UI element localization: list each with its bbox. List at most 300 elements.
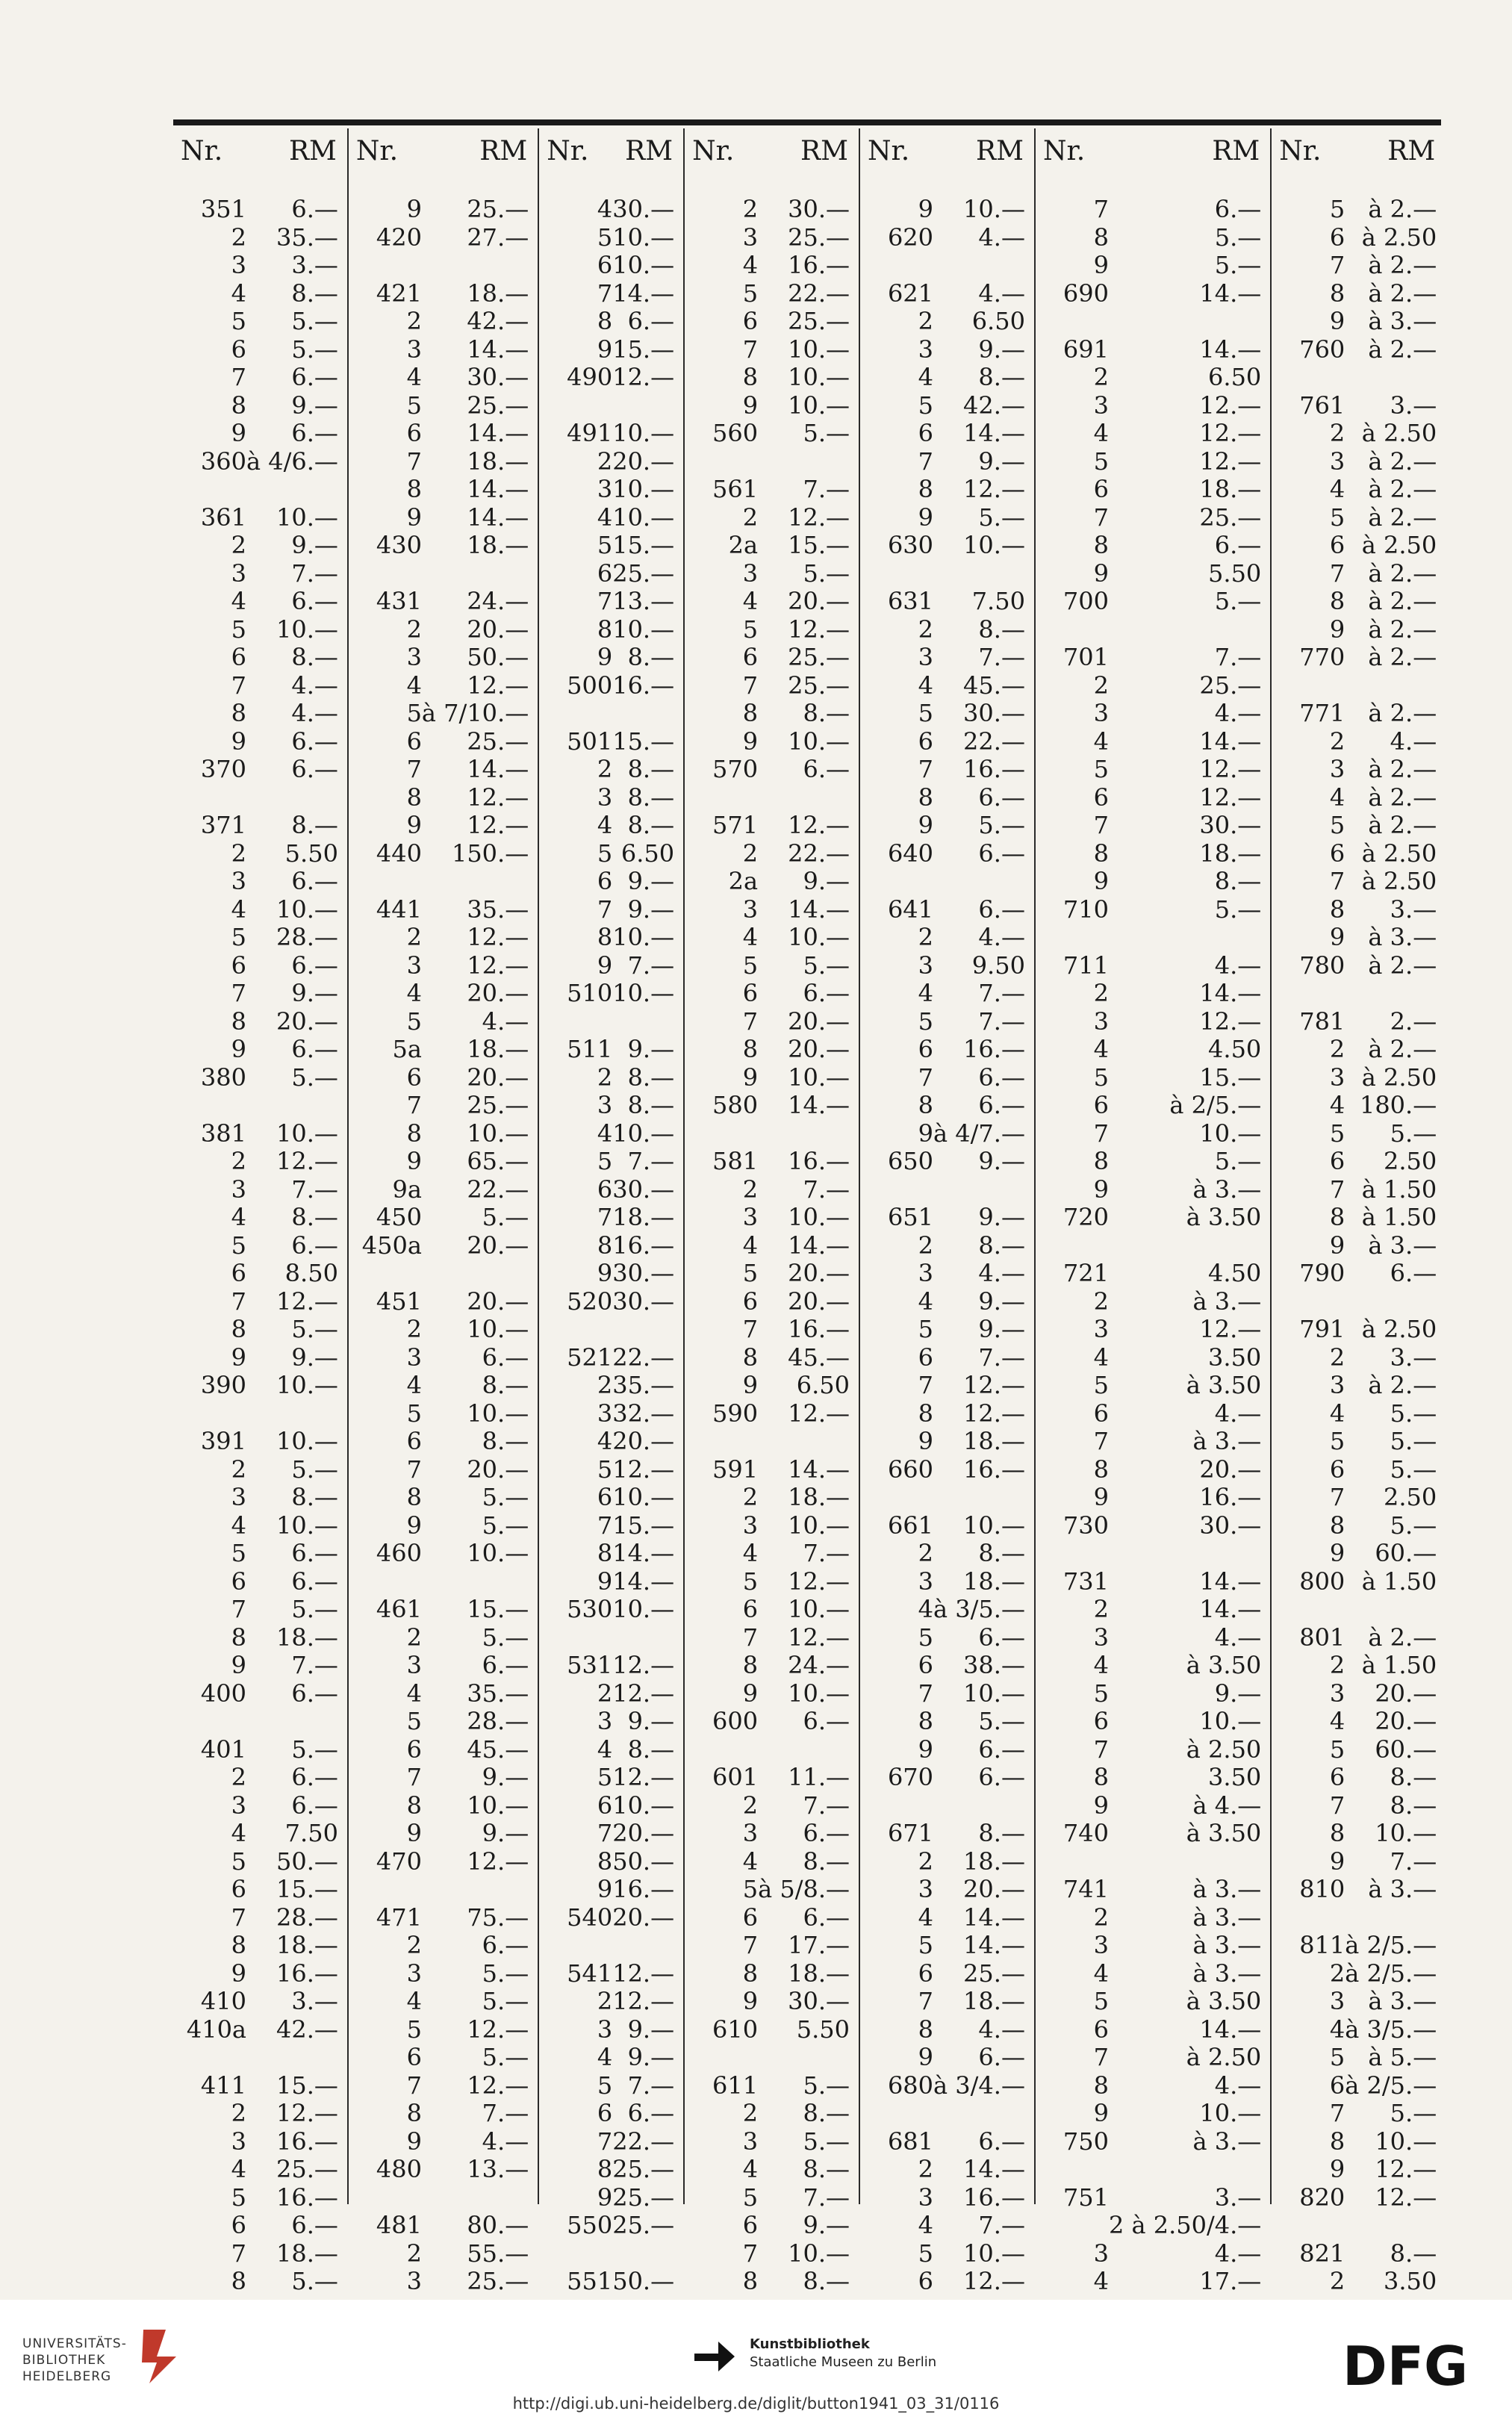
table-row xyxy=(173,1764,347,1792)
item-price: 80.— xyxy=(467,2211,529,2239)
item-number: 8 xyxy=(597,307,613,335)
table-row xyxy=(860,1904,1034,1932)
table-row xyxy=(539,728,683,756)
item-number: 3 xyxy=(918,335,934,364)
item-price: 50.— xyxy=(612,1847,675,1876)
item-price: 6.— xyxy=(803,1707,850,1735)
table-row xyxy=(349,1848,538,1876)
table-row xyxy=(685,1344,859,1372)
item-price: 8.— xyxy=(291,279,338,308)
item-number: 5 xyxy=(1093,1371,1109,1399)
item-price: 6.— xyxy=(482,1343,529,1372)
table-row xyxy=(685,224,859,252)
item-price xyxy=(246,2044,338,2072)
item-number: 5 xyxy=(742,2183,759,2212)
item-price: 25.— xyxy=(467,1091,529,1119)
item-price: 18.— xyxy=(788,1483,850,1511)
table-row xyxy=(860,224,1034,252)
item-number: 6 xyxy=(597,2099,613,2127)
item-price: 14.— xyxy=(788,1231,850,1260)
item-price xyxy=(612,392,674,420)
item-number: 6 xyxy=(742,307,759,335)
table-row xyxy=(173,2072,347,2100)
table-row xyxy=(173,1428,347,1456)
item-price: 10.— xyxy=(788,363,850,391)
table-row xyxy=(860,1400,1034,1428)
table-row xyxy=(173,1204,347,1232)
item-price: 3.— xyxy=(291,251,338,279)
item-price: 6.— xyxy=(291,1231,338,1260)
item-number: 9 xyxy=(406,811,422,839)
item-price: 150.— xyxy=(451,839,529,868)
item-price: 10.— xyxy=(788,1595,850,1623)
item-price: 12.— xyxy=(467,783,529,812)
item-number: 571 xyxy=(712,811,759,839)
table-row xyxy=(1272,1848,1446,1876)
item-number: 9 xyxy=(742,1987,759,2015)
table-row xyxy=(1272,1960,1446,1988)
item-price: 14.— xyxy=(612,1567,675,1596)
table-row xyxy=(860,2240,1034,2268)
item-price: 7.— xyxy=(291,1175,338,1204)
item-price: 6.— xyxy=(291,587,338,615)
table-row xyxy=(860,1820,1034,1848)
item-number: 2 xyxy=(918,2155,934,2183)
table-row xyxy=(349,784,538,812)
item-price xyxy=(1345,2212,1437,2240)
item-price: à 2.— xyxy=(1368,1371,1437,1399)
table-row xyxy=(1036,1512,1270,1540)
item-number: 641 xyxy=(887,895,934,924)
item-number: 4 xyxy=(1093,727,1109,756)
item-number: 4 xyxy=(742,1231,759,1260)
item-number: 5 xyxy=(918,391,934,420)
table-row xyxy=(860,784,1034,812)
item-number: 5 xyxy=(406,1707,422,1735)
table-row xyxy=(349,1064,538,1092)
item-number: 2 xyxy=(742,195,759,223)
item-number: 7 xyxy=(231,363,246,391)
item-price: 4.— xyxy=(978,279,1025,308)
table-row xyxy=(1036,1204,1270,1232)
table-row xyxy=(860,1568,1034,1596)
item-price: à 3.— xyxy=(1368,1875,1437,1903)
table-row xyxy=(685,1456,859,1484)
item-number: 3 xyxy=(918,1875,934,1903)
item-price xyxy=(758,1120,850,1148)
item-price: 5.— xyxy=(1214,1147,1262,1175)
item-price: à 2.— xyxy=(1368,643,1437,671)
table-row xyxy=(685,756,859,784)
item-number: 711 xyxy=(1063,951,1109,980)
table-row xyxy=(685,616,859,644)
item-number: 3 xyxy=(742,895,759,924)
item-price: 6.— xyxy=(978,895,1025,924)
table-row xyxy=(539,980,683,1008)
table-row xyxy=(539,2072,683,2100)
item-price xyxy=(1345,364,1437,392)
item-number xyxy=(544,1932,612,1960)
table-row xyxy=(173,812,347,840)
item-number: 9 xyxy=(1329,923,1345,951)
item-number: 401 xyxy=(200,1735,246,1764)
item-price xyxy=(612,2240,674,2268)
item-number: 3 xyxy=(918,2183,934,2212)
item-price: 18.— xyxy=(467,447,529,476)
item-number: 751 xyxy=(1063,2183,1109,2212)
item-number: 2 xyxy=(231,1763,246,1791)
table-row xyxy=(349,2100,538,2128)
item-price xyxy=(612,1316,674,1344)
table-row xyxy=(173,1176,347,1204)
item-number: 8 xyxy=(742,699,759,727)
item-price: 9.— xyxy=(978,447,1025,476)
table-row xyxy=(860,2184,1034,2212)
table-row xyxy=(1036,588,1270,616)
table-row xyxy=(685,1904,859,1932)
table-row xyxy=(1036,756,1270,784)
item-number: 620 xyxy=(887,223,934,252)
item-number: 8 xyxy=(742,1651,759,1679)
item-number xyxy=(865,2100,933,2128)
table-row xyxy=(173,1344,347,1372)
item-number: 4 xyxy=(1329,2015,1345,2044)
table-row xyxy=(685,728,859,756)
item-number: 9 xyxy=(231,727,246,756)
item-price: à 2.— xyxy=(1368,783,1437,812)
item-price xyxy=(612,1008,674,1036)
item-price: 42.— xyxy=(963,391,1025,420)
row-list xyxy=(539,173,683,2296)
table-row xyxy=(1272,1008,1446,1036)
item-number: 4 xyxy=(597,1427,613,1455)
item-number: 3 xyxy=(742,223,759,252)
item-price: 8.— xyxy=(803,2267,850,2295)
table-row xyxy=(685,1204,859,1232)
table-row xyxy=(173,532,347,560)
table-row xyxy=(173,1876,347,1904)
item-number: 730 xyxy=(1063,1511,1109,1540)
table-row xyxy=(1036,1904,1270,1932)
item-number: 6 xyxy=(918,1651,934,1679)
item-price: 20.— xyxy=(612,447,675,476)
item-number: 7 xyxy=(918,755,934,783)
item-price: 2.50 xyxy=(1383,1483,1437,1511)
item-price: 9.— xyxy=(482,1763,529,1791)
table-row xyxy=(860,1288,1034,1316)
table-row xyxy=(1036,1400,1270,1428)
item-price: 3.— xyxy=(1214,2183,1262,2212)
item-price xyxy=(933,868,1025,896)
library-line: HEIDELBERG xyxy=(22,2369,112,2384)
item-number: 7 xyxy=(1093,1735,1109,1764)
table-row xyxy=(685,1792,859,1820)
item-number: 780 xyxy=(1299,951,1345,980)
item-number: 3 xyxy=(597,475,613,503)
table-row xyxy=(685,280,859,308)
table-row xyxy=(685,392,859,420)
item-number xyxy=(689,1736,758,1764)
item-number: 7 xyxy=(1329,1175,1345,1204)
table-row xyxy=(1272,1792,1446,1820)
row-list xyxy=(1272,173,1446,2296)
item-price: 12.— xyxy=(1375,2155,1437,2183)
item-price: 12.— xyxy=(467,671,529,700)
item-price xyxy=(422,868,529,896)
item-price: 14.— xyxy=(1199,727,1262,756)
item-price: 25.— xyxy=(788,223,850,252)
item-price: 12.— xyxy=(963,2267,1025,2295)
table-row xyxy=(1272,224,1446,252)
item-price: 8.— xyxy=(291,1483,338,1511)
item-number: 7 xyxy=(231,1287,246,1316)
table-row xyxy=(349,952,538,980)
item-price xyxy=(1345,980,1437,1008)
item-price xyxy=(612,700,674,728)
table-row xyxy=(685,532,859,560)
item-price: à 2.50 xyxy=(1186,1735,1262,1764)
header-nr: Nr. xyxy=(1279,135,1322,167)
item-number: 7 xyxy=(1329,559,1345,588)
table-row xyxy=(1272,420,1446,448)
item-price: 12.— xyxy=(788,1567,850,1596)
item-price: 15.— xyxy=(612,1511,675,1540)
item-price: à 1.50 xyxy=(1361,1203,1437,1231)
item-number: 6 xyxy=(918,1035,934,1063)
table-row xyxy=(173,448,347,476)
item-number: 681 xyxy=(887,2127,934,2156)
item-number: 4 xyxy=(597,195,613,223)
table-row xyxy=(860,2044,1034,2072)
item-number: 541 xyxy=(567,1959,613,1988)
item-price: 7.— xyxy=(1214,643,1262,671)
item-price: 5.— xyxy=(482,1987,529,2015)
item-number: 4 xyxy=(1329,1707,1345,1735)
item-price: 18.— xyxy=(467,279,529,308)
item-price: 42.— xyxy=(276,2015,338,2044)
item-number: 7 xyxy=(406,1763,422,1791)
item-price: 8.— xyxy=(627,643,675,671)
header-nr: Nr. xyxy=(692,135,735,167)
item-price: 16.— xyxy=(963,755,1025,783)
item-number: 9 xyxy=(742,727,759,756)
item-price: 10.— xyxy=(276,1371,338,1399)
table-row xyxy=(539,1540,683,1568)
item-number: 2 xyxy=(1329,727,1345,756)
item-number: 8 xyxy=(1093,223,1109,252)
item-number: 4 xyxy=(1329,1091,1345,1119)
table-row xyxy=(1272,2156,1446,2184)
item-price: 10.— xyxy=(276,615,338,644)
item-number: 5 xyxy=(231,1847,246,1876)
item-price: 8.— xyxy=(482,1371,529,1399)
item-price: 5.50 xyxy=(796,2015,850,2044)
table-row xyxy=(685,196,859,224)
item-number: 6 xyxy=(1093,475,1109,503)
table-row xyxy=(1272,1428,1446,1456)
item-number: 7 xyxy=(597,587,613,615)
item-number: 390 xyxy=(200,1371,246,1399)
item-number: 6 xyxy=(1329,223,1345,252)
item-price xyxy=(246,1400,338,1428)
item-price: 5.— xyxy=(803,559,850,588)
table-row xyxy=(1272,924,1446,952)
table-row xyxy=(1272,1932,1446,1960)
table-row xyxy=(1036,308,1270,336)
item-price: 25.— xyxy=(467,195,529,223)
item-number xyxy=(1040,1848,1109,1876)
table-row xyxy=(1272,1316,1446,1344)
column-header xyxy=(539,128,683,173)
item-price: 7.— xyxy=(803,475,850,503)
table-column xyxy=(1034,128,1270,2295)
item-price: 60.— xyxy=(1375,1735,1437,1764)
item-price: à 2/5.— xyxy=(1345,1959,1437,1988)
item-number: 8 xyxy=(742,363,759,391)
table-row xyxy=(1036,448,1270,476)
table-row xyxy=(1036,896,1270,924)
table-row xyxy=(860,2268,1034,2296)
item-price: 6.— xyxy=(978,1623,1025,1652)
item-price: 50.— xyxy=(612,2267,675,2295)
table-row xyxy=(349,1624,538,1652)
item-price: 65.— xyxy=(467,1147,529,1175)
item-price: 4.— xyxy=(978,2015,1025,2044)
item-price: 3.— xyxy=(1390,895,1437,924)
item-number: 671 xyxy=(887,1819,934,1847)
table-row xyxy=(1036,616,1270,644)
item-number: 4 xyxy=(918,1595,934,1623)
item-number xyxy=(353,1876,422,1904)
column-header xyxy=(173,128,347,173)
item-number: 4 xyxy=(406,363,422,391)
item-price: 14.— xyxy=(467,475,529,503)
table-row xyxy=(860,2072,1034,2100)
header-nr: Nr. xyxy=(547,135,589,167)
table-row xyxy=(1036,2072,1270,2100)
item-number: 9 xyxy=(406,2127,422,2156)
table-row xyxy=(860,392,1034,420)
table-row xyxy=(685,1092,859,1120)
item-price: 12.— xyxy=(1199,419,1262,447)
item-price: 7.— xyxy=(627,1147,675,1175)
page-url-link[interactable]: http://digi.ub.uni-heidelberg.de/diglit/button1941_03_31/0116 xyxy=(512,2395,1000,2413)
item-price xyxy=(246,784,338,812)
item-price: 8.— xyxy=(627,1063,675,1092)
item-number: 520 xyxy=(567,1287,613,1316)
item-price: 12.— xyxy=(788,1623,850,1652)
item-price: 14.— xyxy=(467,503,529,532)
table-row xyxy=(1036,1988,1270,2016)
item-price: 16.— xyxy=(963,1455,1025,1484)
table-row xyxy=(173,1512,347,1540)
item-price: 25.— xyxy=(612,2183,675,2212)
table-row xyxy=(349,1008,538,1036)
item-number: 6 xyxy=(1093,1091,1109,1119)
table-row xyxy=(349,308,538,336)
item-number xyxy=(178,476,246,504)
item-price xyxy=(1109,2156,1261,2184)
item-number: 9 xyxy=(918,1735,934,1764)
item-number: 2 xyxy=(742,1175,759,1204)
table-row xyxy=(349,1372,538,1400)
item-number xyxy=(1040,1540,1109,1568)
table-row xyxy=(1272,2072,1446,2100)
item-price: à 2.— xyxy=(1368,335,1437,364)
table-row xyxy=(685,1624,859,1652)
item-number: 9 xyxy=(1093,1483,1109,1511)
item-number: 9 xyxy=(597,2183,613,2212)
table-row xyxy=(539,1764,683,1792)
table-row xyxy=(685,1428,859,1456)
table-row xyxy=(1036,1372,1270,1400)
kunstbibliothek-logo-icon xyxy=(688,2327,741,2386)
table-row xyxy=(349,420,538,448)
item-number xyxy=(353,1568,422,1596)
item-number: 3 xyxy=(1329,1679,1345,1708)
item-price: 20.— xyxy=(276,1007,338,1036)
item-price: 30.— xyxy=(612,195,675,223)
item-price: 18.— xyxy=(788,1959,850,1988)
table-row xyxy=(1036,2128,1270,2156)
item-price: 14.— xyxy=(1199,1567,1262,1596)
item-price: 6.— xyxy=(627,2099,675,2127)
table-row xyxy=(860,1148,1034,1176)
item-price: 16.— xyxy=(276,2183,338,2212)
item-number: 3 xyxy=(1093,2239,1109,2268)
item-number: 4 xyxy=(742,1847,759,1876)
item-price: à 3.50 xyxy=(1186,1203,1262,1231)
item-price: 12.— xyxy=(1199,447,1262,476)
item-number: 3 xyxy=(1329,755,1345,783)
item-price: 18.— xyxy=(963,1427,1025,1455)
item-price: 18.— xyxy=(467,1035,529,1063)
table-row xyxy=(1036,364,1270,392)
table-row xyxy=(173,1064,347,1092)
item-price: 10.— xyxy=(612,223,675,252)
item-price: à 3.— xyxy=(1368,307,1437,335)
table-row xyxy=(1036,1232,1270,1260)
item-price: 10.— xyxy=(788,1203,850,1231)
table-row xyxy=(349,2240,538,2268)
table-row xyxy=(539,2100,683,2128)
item-price: 18.— xyxy=(276,2239,338,2268)
item-number: 790 xyxy=(1299,1259,1345,1287)
item-number: 701 xyxy=(1063,643,1109,671)
item-number: 4 xyxy=(231,1819,246,1847)
item-price: 8.— xyxy=(978,1539,1025,1567)
table-row xyxy=(860,616,1034,644)
item-number: 4 xyxy=(231,1203,246,1231)
item-number: 361 xyxy=(200,503,246,532)
item-price: 6.— xyxy=(978,783,1025,812)
item-number: 2 xyxy=(1329,1959,1345,1988)
table-row xyxy=(173,1316,347,1344)
table-row xyxy=(1272,2268,1446,2296)
item-number: 5 xyxy=(597,531,613,559)
item-number: 6 xyxy=(406,2043,422,2071)
item-number: 6 xyxy=(742,979,759,1007)
item-price: 12.— xyxy=(467,2015,529,2044)
item-number: 600 xyxy=(712,1707,759,1735)
item-number: 9 xyxy=(742,1371,759,1399)
item-price: 5.— xyxy=(482,1623,529,1652)
table-row xyxy=(539,252,683,280)
item-price: 6.— xyxy=(291,951,338,980)
item-price: 8.— xyxy=(291,811,338,839)
item-number: 2 xyxy=(406,1315,422,1343)
header-rm: RM xyxy=(1387,135,1436,167)
